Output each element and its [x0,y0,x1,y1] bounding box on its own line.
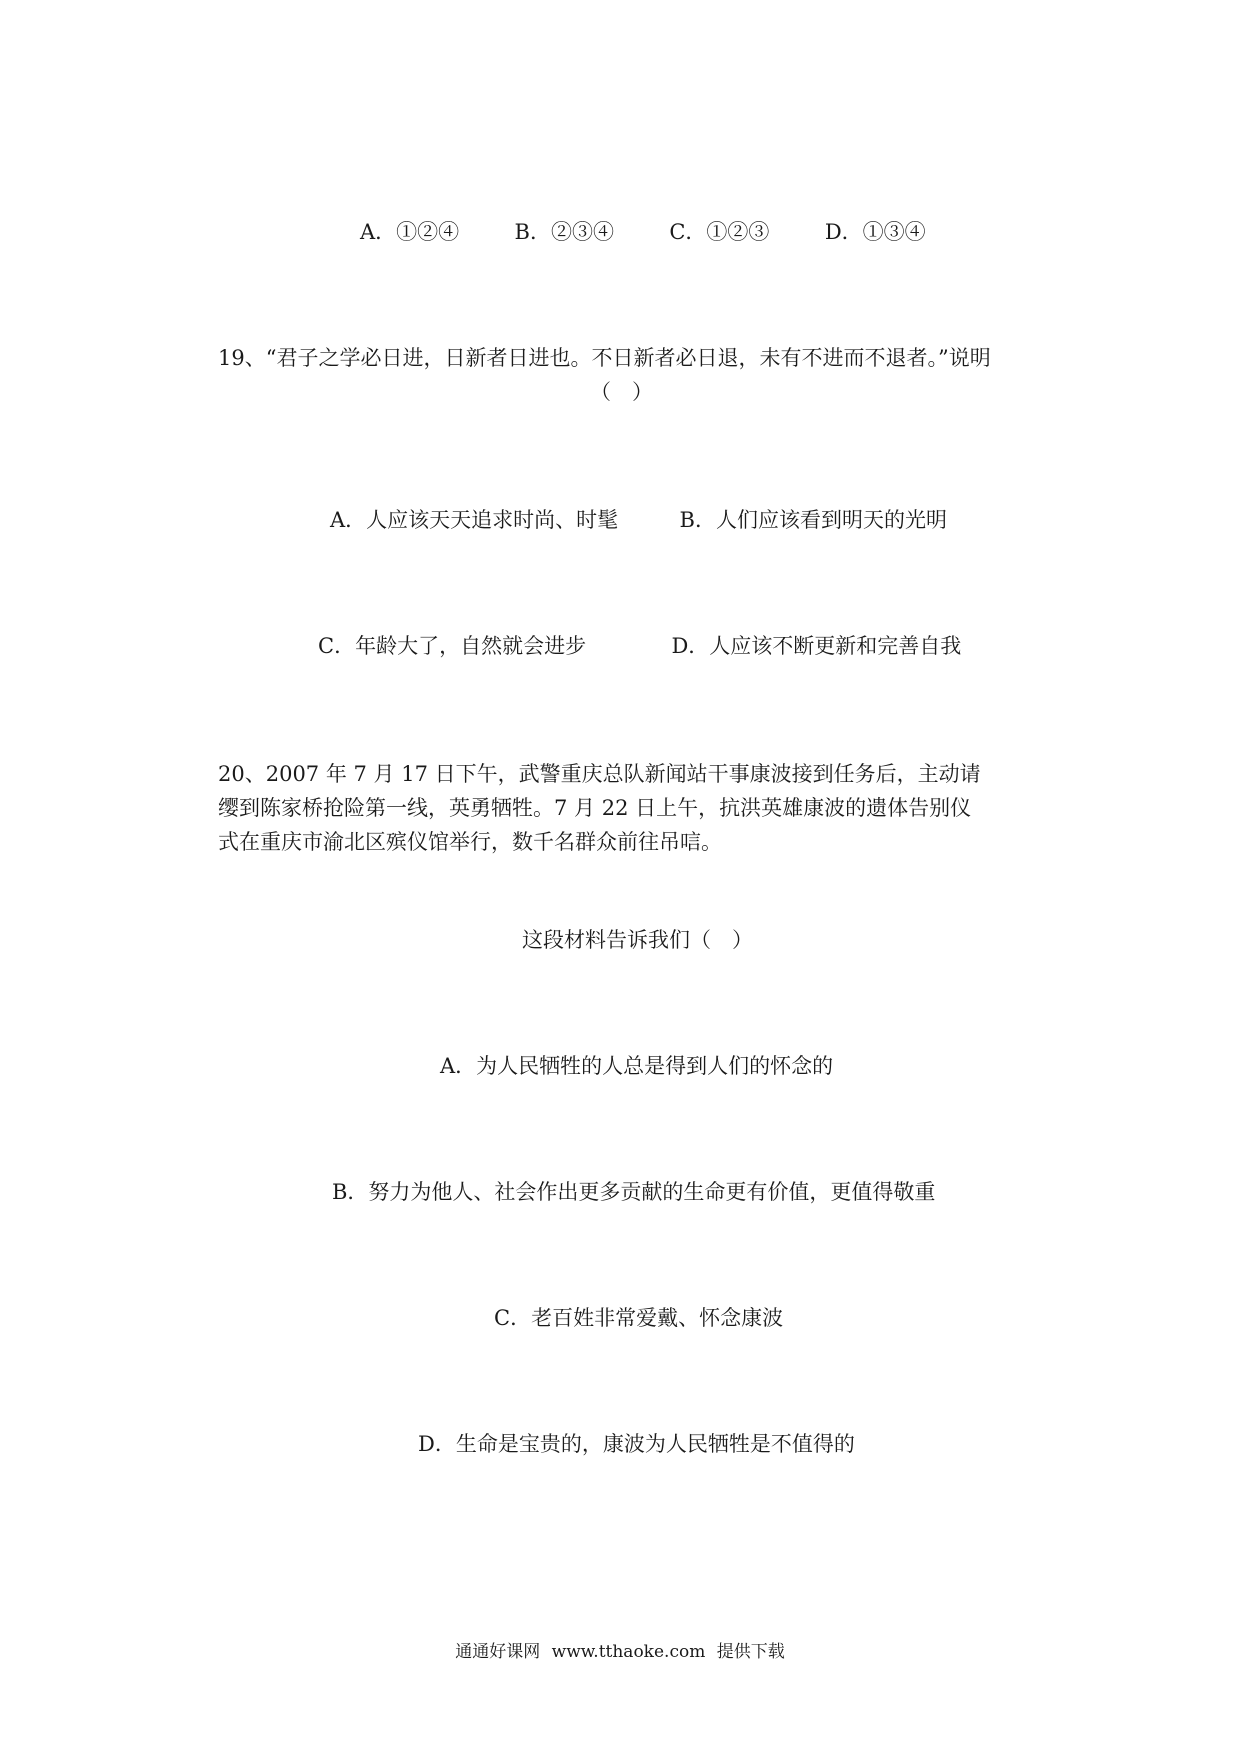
q19-options-row-1 [330,506,947,534]
q18-option-d: D．①③④ [824,220,926,244]
q20-stem-line-1: 20、2007 年 7 月 17 日下午，武警重庆总队新闻站干事康波接到任务后，主动请 [218,762,981,786]
q20-option-a: A．为人民牺牲的人总是得到人们的怀念的 [440,1054,834,1078]
page-footer [0,1640,1240,1664]
q20-stem-line-2: 缨到陈家桥抢险第一线，英勇牺牲。7 月 22 日上午，抗洪英雄康波的遗体告别仪 [218,796,972,820]
q19-option-c: C．年龄大了，自然就会进步 [318,634,587,658]
q20-option-d: D．生命是宝贵的，康波为人民牺牲是不值得的 [418,1432,855,1456]
q19-blank: （ ） [590,380,653,404]
q18-option-b: B．②③④ [514,220,614,244]
q19-option-b: B．人们应该看到明天的光明 [679,508,947,532]
q20-option-c: C．老百姓非常爱戴、怀念康波 [494,1306,784,1330]
footer-suffix: 提供下载 [716,1642,785,1662]
footer-site-name: 通通好课网 [455,1642,541,1662]
q19-stem: 19、“君子之学必日进，日新者日进也。不日新者必日退，未有不进而不退者。”说明 [218,346,991,370]
q20-option-b: B．努力为他人、社会作出更多贡献的生命更有价值，更值得敬重 [332,1180,936,1204]
q18-options-row [360,218,926,246]
q20-prompt: 这段材料告诉我们（ ） [522,928,753,952]
q18-option-a: A．①②④ [360,220,460,244]
q20-stem-line-3: 式在重庆市渝北区殡仪馆举行，数千名群众前往吊唁。 [218,830,722,854]
q19-option-a: A．人应该天天追求时尚、时髦 [330,508,619,532]
footer-url[interactable]: www.tthaoke.com [551,1642,706,1662]
q19-option-d: D．人应该不断更新和完善自我 [671,634,962,658]
q19-options-row-2 [318,632,961,660]
q18-option-c: C．①②③ [669,220,770,244]
